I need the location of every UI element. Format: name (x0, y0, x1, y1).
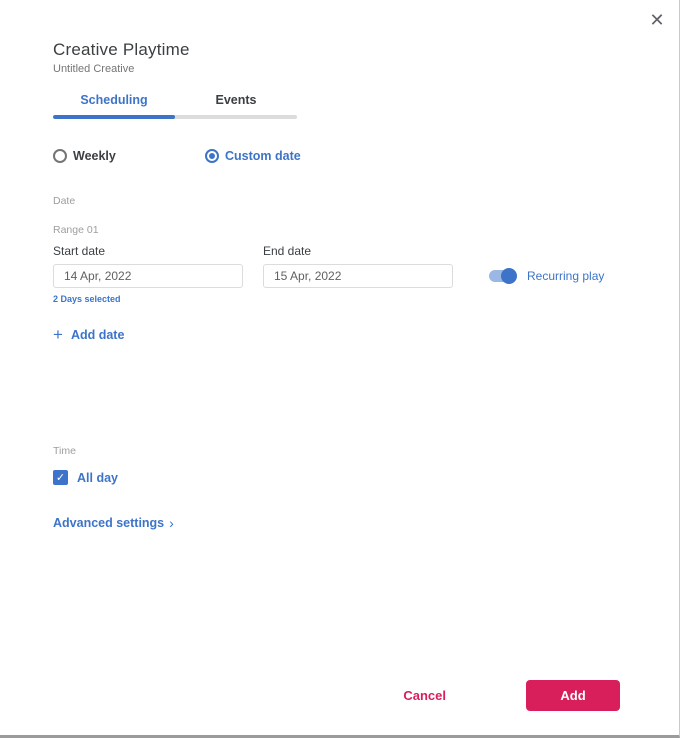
start-date-input[interactable] (53, 264, 243, 288)
chevron-right-icon: › (169, 515, 174, 531)
all-day-label: All day (77, 470, 118, 485)
tab-events[interactable]: Events (175, 89, 297, 115)
recurring-play-label: Recurring play (527, 269, 605, 283)
tab-underline-track (53, 115, 297, 119)
tab-scheduling[interactable]: Scheduling (53, 89, 175, 115)
dialog-footer (403, 680, 620, 711)
add-button[interactable]: Add (526, 680, 620, 711)
date-fields-row (53, 264, 679, 288)
end-date-input[interactable] (263, 264, 453, 288)
add-date-button[interactable] (53, 326, 124, 343)
date-section-label: Date (53, 195, 76, 207)
all-day-checkbox[interactable] (53, 470, 679, 485)
close-button[interactable] (645, 8, 669, 32)
radio-unselected-icon (53, 149, 67, 163)
tab-bar (53, 89, 297, 119)
dialog-content (0, 40, 679, 532)
close-icon: ✕ (649, 10, 665, 30)
plus-icon: + (53, 325, 63, 344)
toggle-on-icon (489, 270, 515, 282)
checkbox-checked-icon (53, 470, 68, 485)
radio-custom-date-label: Custom date (225, 149, 301, 163)
range-label: Range 01 (53, 224, 99, 236)
radio-weekly-label: Weekly (73, 149, 116, 163)
advanced-settings-link[interactable] (53, 515, 174, 531)
start-date-label: Start date (53, 244, 106, 258)
add-date-label: Add date (70, 327, 125, 342)
check-icon: ✓ (55, 472, 66, 484)
end-date-label: End date (263, 244, 312, 258)
cancel-button[interactable]: Cancel (403, 688, 446, 703)
radio-weekly[interactable] (53, 149, 205, 163)
recurring-play-toggle[interactable] (489, 269, 604, 283)
days-selected-text: 2 Days selected (53, 294, 121, 304)
radio-selected-icon (205, 149, 219, 163)
page-title: Creative Playtime (53, 40, 190, 59)
schedule-type-group (53, 149, 679, 163)
tab-underline-active (53, 115, 175, 119)
date-field-labels (53, 244, 679, 258)
time-section-label: Time (53, 445, 76, 457)
toggle-knob (501, 268, 517, 284)
page-subtitle: Untitled Creative (53, 63, 135, 75)
advanced-settings-label: Advanced settings (53, 516, 165, 530)
radio-custom-date[interactable] (205, 149, 301, 163)
